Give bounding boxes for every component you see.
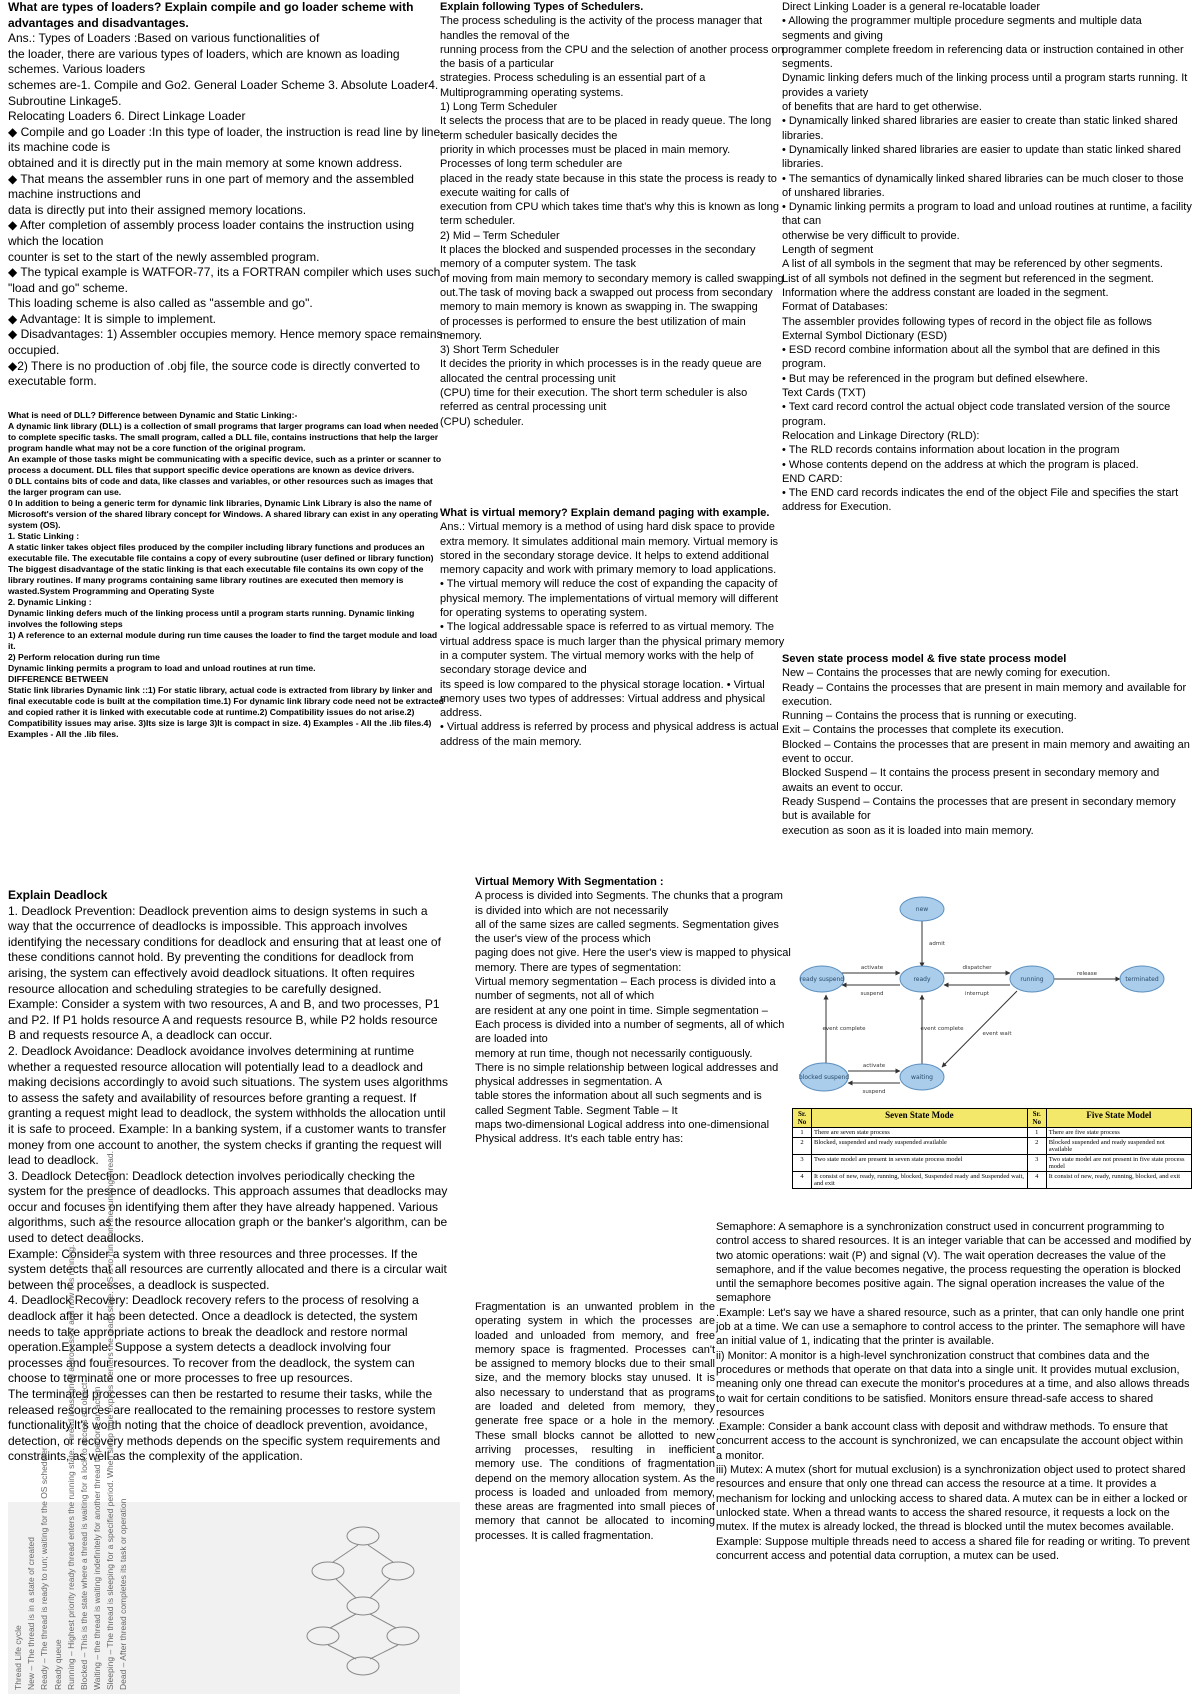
text-line: table stores the information about all such segments and is called Segment Table. Segment Table – It bbox=[475, 1090, 762, 1117]
text-line: What are types of loaders? Explain compile and go loader scheme with advantages and disadvantages. bbox=[8, 0, 414, 30]
text-line: schemes are-1. Compile and Go2. General Loader Scheme 3. Absolute Loader4. Subroutine Linkage5. bbox=[8, 77, 439, 108]
text-line: 2) Perform relocation during run time bbox=[8, 652, 160, 662]
text-line: What is virtual memory? Explain demand paging with example. bbox=[440, 507, 770, 519]
table-cell: 1 bbox=[1027, 1128, 1046, 1138]
node-label-blocked-suspend: blocked suspend bbox=[798, 1074, 850, 1081]
text-line: iii) Mutex: A mutex (short for mutual exclusion) is a synchronization object used to protect shared resources and ensure that only one thread can access the resource at a time. It provides a mechanism for locking and unlocking access to shared data. A mutex can be in either a locked or unlocked state. When a thread wants to access the shared resource, it requests a lock on the mutex. If the mutex is already locked, the thread is blocked until the mutex becomes available. bbox=[716, 1464, 1188, 1534]
text-line: Static link libraries Dynamic link ::1) For static library, actual code is extracted from library by linker and final executable code is built at the compilation time.1) For dynamic link library code need not be extracted and copied rather it is linked with executable code at runtime.2) Compatibility issues do not arise.2) Compatibility issues may arise. 3)Its size is large 3)It is compact in size. 4) Examples - All the .lib files.4) Examples - All the .lib files. bbox=[8, 685, 444, 739]
node-label-ready: ready bbox=[913, 976, 931, 983]
text-line: programmer complete freedom in referencing data or instruction contained in other segments. bbox=[782, 43, 1184, 71]
text-line: Waiting – the thread is waiting indefinitely for another thread to perform an action bbox=[92, 1386, 103, 1690]
process-state-model-section bbox=[782, 652, 1192, 882]
text-line: Dynamic linking defers much of the linking process until a program starts running. Dynamic linking involves the following steps bbox=[8, 608, 415, 629]
text-line: Explain Deadlock bbox=[8, 888, 108, 902]
text-line: 2) Mid – Term Scheduler bbox=[440, 229, 560, 242]
text-line: 1) A reference to an external module during run time causes the loader to find the target module and load it. bbox=[8, 630, 438, 651]
text-line: Format of Databases: bbox=[782, 301, 888, 314]
text-line: • Dynamic linking permits a program to load and unload routines at runtime, a facility that can bbox=[782, 201, 1192, 228]
table-cell: It consist of new, ready, running, blocked, and exit bbox=[1046, 1172, 1191, 1189]
text-line: • Whose contents depend on the address at which the program is placed. bbox=[782, 458, 1139, 471]
fragmentation-section bbox=[475, 1300, 715, 1696]
table-cell: 1 bbox=[793, 1128, 812, 1138]
virtual-memory-section bbox=[440, 506, 790, 890]
text-line: Semaphore: A semaphore is a synchronization construct used in concurrent programming to control access to shared resources. It is an integer variable that can be accessed and modified by two atomic operations: wait (P) and signal (V). The wait operation decreases the value of the semaphore, and if the value becomes negative, the process requesting the operation is blocked until the semaphore becomes positive again. The signal operation increases the value of the semaphore bbox=[716, 1221, 1192, 1305]
table-row bbox=[793, 1172, 1192, 1189]
text-line: Text Cards (TXT) bbox=[782, 387, 866, 400]
text-line: of moving from main memory to secondary memory is called swapping out.The task of moving back a swapped out process from secondary memory to main memory is known as swapping in. The swapping bbox=[440, 272, 784, 314]
table-header-row bbox=[793, 1109, 1192, 1128]
table-header: Seven State Mode bbox=[812, 1109, 1028, 1128]
text-line: Ans.: Virtual memory is a method of using hard disk space to provide extra memory. It simulates additional main memory. Virtual memory is stored in the secondary storage device. It helps to extend additional memory capacity and work with primary memory to load applications. bbox=[440, 521, 779, 577]
text-line: New – Contains the processes that are newly coming for execution. bbox=[782, 667, 1111, 680]
text-line: The process scheduling is the activity of the process manager that handles the removal of the bbox=[440, 15, 763, 42]
text-line: • Virtual address is referred by process and physical address is actual address of the main memory. bbox=[440, 721, 779, 748]
text-line: Length of segment bbox=[782, 244, 874, 257]
text-line: • The virtual memory will reduce the cost of expanding the capacity of physical memory. The implementations of virtual memory will different for operating systems to operating system. bbox=[440, 578, 779, 620]
table-row bbox=[793, 1155, 1192, 1172]
text-line: Ready queue bbox=[52, 1639, 63, 1690]
text-line: placed in the ready state because in this state the process is ready to execute waiting for calls of bbox=[440, 172, 777, 199]
text-line: Blocked Suspend – It contains the process present in secondary memory and awaits an event to occur. bbox=[782, 767, 1160, 794]
edge-label-activate-2: activate bbox=[862, 1063, 886, 1069]
table-header: Sr. No bbox=[793, 1109, 812, 1128]
text-line: Exit – Contains the processes that complete its execution. bbox=[782, 724, 1064, 737]
text-line: • The END card records indicates the end of the object File and specifies the start address for Execution. bbox=[782, 487, 1179, 514]
table-cell: 2 bbox=[793, 1138, 812, 1155]
text-line: Relocating Loaders 6. Direct Linkage Loader bbox=[8, 109, 246, 124]
text-line: ◆ That means the assembler runs in one part of memory and the assembled machine instructions and bbox=[8, 171, 414, 202]
text-line: DIFFERENCE BETWEEN bbox=[8, 674, 109, 684]
text-line: Running – Contains the process that is running or executing. bbox=[782, 710, 1077, 723]
text-line: Example: Consider a system with two resources, A and B, and two processes, P1 and P2. If P1 holds resource A and requests resource B, while P2 holds resource B and requests resource A, a deadlock can occur. bbox=[8, 997, 440, 1043]
text-line: obtained and it is directly put in the main memory at some known address. bbox=[8, 155, 403, 170]
text-line: The assembler provides following types of record in the object file as follows bbox=[782, 315, 1152, 328]
table-cell: 4 bbox=[793, 1172, 812, 1189]
thread-lifecycle-text bbox=[12, 1151, 131, 1690]
text-line: • Dynamically linked shared libraries are easier to update than static linked shared libraries. bbox=[782, 143, 1181, 171]
table-cell: 3 bbox=[1027, 1155, 1046, 1172]
text-line: • Text card record control the actual object code translated version of the source program. bbox=[782, 401, 1171, 428]
text-line: An example of those tasks might be communicating with a specific device, such as a printer or scanner to process a document. DLL files that support specific device operations are known as device drivers. bbox=[8, 454, 442, 475]
edge-label-event-complete-1: event complete bbox=[822, 1026, 866, 1032]
text-line: ◆ Compile and go Loader :In this type of loader, the instruction is read line by line, its machine code is bbox=[8, 124, 444, 155]
text-line: END CARD: bbox=[782, 472, 843, 485]
schedulers-section bbox=[440, 0, 784, 500]
table-row bbox=[793, 1138, 1192, 1155]
node-label-ready-suspend: ready suspend bbox=[799, 976, 845, 983]
text-line: ◆2) There is no production of .obj file, the source code is directly converted to executable form. bbox=[8, 358, 420, 389]
dll-section bbox=[8, 410, 446, 882]
text-line: A process is divided into Segments. The chunks that a program is divided into which are not necessarily bbox=[475, 890, 783, 917]
text-line: execution as soon as it is loaded into main memory. bbox=[782, 824, 1034, 837]
text-line: Thread Life cycle bbox=[13, 1625, 23, 1690]
text-line: .Example: Let's say we have a shared resource, such as a printer, that can only handle one print job at a time. We can use a semaphore to control access to the printer. The semaphore will have an initial value of 1, indicating that the printer is available. bbox=[716, 1306, 1186, 1348]
text-line: ◆ Advantage: It is simple to implement. bbox=[8, 311, 216, 326]
edge-label-suspend: suspend bbox=[860, 991, 884, 997]
text-line: Example: Consider a system with three resources and three processes. If the system detects that all resources are currently allocated and there is a circular wait between the processes, a deadlock is suspected. bbox=[8, 1246, 447, 1292]
text-line: 2. Deadlock Avoidance: Deadlock avoidance involves determining at runtime whether a requested resource allocation will potentially lead to a deadlock and making decisions accordingly to avoid such situations. The system uses algorithms to assess the safety and availability of resources before granting a request. If granting a request might lead to deadlock, the system withholds the allocation until it is safe to proceed. Example: In a banking system, if a customer wants to transfer money from one account to another, the system checks if granting the request will lead to deadlock. bbox=[8, 1043, 448, 1168]
table-cell: It consist of new, ready, running, blocked, Suspended ready and Suspended wait, and exit bbox=[812, 1172, 1028, 1189]
text-line: strategies. Process scheduling is an essential part of a Multiprogramming operating systems. bbox=[440, 72, 706, 99]
table-cell: There are five state process bbox=[1046, 1128, 1191, 1138]
text-line: What is need of DLL? Difference between Dynamic and Static Linking:- bbox=[8, 410, 298, 420]
synchronization-section bbox=[716, 1220, 1192, 1696]
text-line: Ready Suspend – Contains the processes that are present in secondary memory but is available for bbox=[782, 795, 1176, 823]
text-line: • But may be referenced in the program but defined elsewhere. bbox=[782, 372, 1088, 385]
text-line: 1. Static Linking : bbox=[8, 531, 80, 541]
text-line: Running – Highest priority ready thread enters the running state. Thread is assigned a processor and now it is running. bbox=[65, 1244, 76, 1690]
text-line: 1) Long Term Scheduler bbox=[440, 101, 558, 114]
text-line: Blocked – Contains the processes that are present in main memory and awaiting an event to occur. bbox=[782, 738, 1190, 766]
table-cell: Blocked, suspended and ready suspended available bbox=[812, 1138, 1028, 1155]
table-cell: 3 bbox=[793, 1155, 812, 1172]
text-line: of processes is performed to ensure the best utilization of main memory. bbox=[440, 315, 746, 342]
node-label-terminated: terminated bbox=[1125, 976, 1159, 983]
text-line: • The semantics of dynamically linked shared libraries can be much closer to those of unshared libraries. bbox=[782, 172, 1184, 199]
node-label-new: new bbox=[915, 906, 929, 913]
text-line: Example: Suppose multiple threads need to access a shared file for reading or writing. To prevent concurrent access and potential data corruption, a mutex can be used. bbox=[716, 1535, 1190, 1562]
text-line: .Example: Consider a bank account class with deposit and withdraw methods. To ensure that concurrent access to the account is synchronized, we can encapsulate the account object within a monitor. bbox=[716, 1421, 1184, 1462]
edge-label-dispatcher: dispatcher bbox=[962, 965, 992, 971]
text-line: Relocation and Linkage Directory (RLD): bbox=[782, 429, 980, 442]
table-cell: 2 bbox=[1027, 1138, 1046, 1155]
text-line: 3) Short Term Scheduler bbox=[440, 344, 560, 357]
text-line: maps two-dimensional Logical address into one-dimensional Physical address. It's each table entry has: bbox=[475, 1119, 770, 1146]
text-line: Blocked – This is the state where a thread is waiting for a lock to access an object. bbox=[78, 1380, 89, 1690]
text-line: memory at run time, though not necessarily contiguously. bbox=[475, 1047, 753, 1060]
text-line: A list of all symbols in the segment that may be referenced by other segments. bbox=[782, 258, 1163, 271]
text-line: are resident at any one point in time. Simple segmentation – Each process is divided into a number of segments, all of which are loaded into bbox=[475, 1004, 785, 1046]
text-line: Dynamic linking defers much of the linking process until a program starts running. It provides a variety bbox=[782, 72, 1188, 99]
text-line: There is no simple relationship between logical addresses and physical addresses in segmentation. A bbox=[475, 1061, 779, 1089]
edge-label-admit: admit bbox=[929, 941, 945, 947]
edge-label-suspend-2: suspend bbox=[862, 1089, 886, 1095]
text-line: • Dynamically linked shared libraries are easier to create than static linked shared libraries. bbox=[782, 115, 1178, 142]
text-line: List of all symbols not defined in the segment but referenced in the segment. bbox=[782, 272, 1154, 285]
text-line: 0 In addition to being a generic term for dynamic link libraries, Dynamic Link Library is also the name of Microsoft's version of the shared library concept for Windows. A shared library can exist in any operating system (OS). bbox=[8, 498, 439, 530]
text-line: This loading scheme is also called as "assemble and go". bbox=[8, 296, 313, 311]
text-line: paging does not give. Here the user's view is mapped to physical memory. There are types of segmentation: bbox=[475, 947, 791, 974]
text-line: running process from the CPU and the selection of another process on the basis of a particular bbox=[440, 43, 784, 71]
text-line: 2. Dynamic Linking : bbox=[8, 597, 92, 607]
edge-label-event-wait: event wait bbox=[982, 1031, 1012, 1037]
text-line: priority in which processes must be placed in main memory. Processes of long term scheduler are bbox=[440, 143, 731, 171]
text-line: • Allowing the programmer multiple procedure segments and multiple data segments and giving bbox=[782, 15, 1142, 42]
text-line: 1. Deadlock Prevention: Deadlock prevention aims to design systems in such a way that the occurrence of deadlocks is impossible. This approach involves identifying the necessary conditions for deadlock and ensuring that at least one of these conditions cannot hold. By preventing the conditions for deadlock from arising, the system can effectively avoid deadlock situations. It often requires resource allocation and scheduling strategies to be carefully designed. bbox=[8, 903, 441, 996]
text-line: ◆ Disadvantages: 1) Assembler occupies memory. Hence memory space remains occupied. bbox=[8, 327, 443, 358]
text-line: 4. Deadlock Recovery: Deadlock recovery refers to the process of resolving a deadlock after it has been detected. Once a deadlock is detected, the system needs to take appropriate actions to break the deadlock and restore normal operation.Example: Suppose a system detects a deadlock involving four processes and four resources. To recover from the deadlock, the system can choose to terminate one or more processes to free up resources. bbox=[8, 1293, 419, 1386]
text-line: Direct Linking Loader is a general re-locatable loader bbox=[782, 1, 1041, 13]
thread-lifecycle-diagram bbox=[288, 1516, 438, 1686]
edge-label-interrupt: interrupt bbox=[964, 991, 990, 997]
edge-label-activate: activate bbox=[860, 965, 884, 971]
text-line: Ans.: Types of Loaders :Based on various functionalities of bbox=[8, 31, 320, 46]
table-header: Five State Model bbox=[1046, 1109, 1191, 1128]
text-line: otherwise be very difficult to provide. bbox=[782, 229, 960, 242]
text-line: • The RLD records contains information about location in the program bbox=[782, 444, 1120, 457]
table-cell: Blocked suspended and ready suspended not available bbox=[1046, 1138, 1191, 1155]
table-cell: 4 bbox=[1027, 1172, 1046, 1189]
text-line: The terminated processes can then be restarted to resume their tasks, while the released resources are reallocated to the remaining processes to restore system functionality.It's worth noting that the choice of deadlock prevention, avoidance, detection, or recovery methods depends on the specific system requirements and constraints, as well as the complexity of the application. bbox=[8, 1387, 441, 1464]
text-line: 0 DLL contains bits of code and data, like classes and variables, or other resources such as images that the larger program can use. bbox=[8, 476, 433, 497]
text-line: A dynamic link library (DLL) is a collection of small programs that larger programs can load when needed to complete specific tasks. The small program, called a DLL file, contains instructions that help the larger program handle what may not be a core function of the original program. bbox=[8, 421, 439, 453]
text-line: Virtual Memory With Segmentation : bbox=[475, 876, 664, 888]
text-line: It selects the process that are to be placed in ready queue. The long term scheduler basically decides the bbox=[440, 115, 772, 142]
text-line: It places the blocked and suspended processes in the secondary memory of a computer system. The task bbox=[440, 244, 756, 271]
text-line: • ESD record combine information about all the symbol that are defined in this program. bbox=[782, 344, 1161, 371]
text-line: all of the same sizes are called segments. Segmentation gives the user's view of the process which bbox=[475, 918, 779, 946]
text-line: New – The thread is in a state of created bbox=[26, 1537, 37, 1690]
text-line: executable file. The executable file contains a copy of every subroutine (user defined or library function) The biggest disadvantage of the static linking is that each executable file contains its own copy of the library routines. If many programs containing same library routines are executed then memory is wasted.System Programming and Operating Syste bbox=[8, 553, 434, 596]
table-cell: Two state model are not present in five state process model bbox=[1046, 1155, 1191, 1172]
direct-linking-loader-section bbox=[782, 0, 1192, 648]
seven-state-diagram bbox=[792, 885, 1192, 1105]
text-line: It decides the priority in which processes is in the ready queue are allocated the central processing unit bbox=[440, 358, 762, 385]
table-cell: There are seven state process bbox=[812, 1128, 1028, 1138]
text-line: ◆ The typical example is WATFOR-77, its a FORTRAN compiler which uses such "load and go" scheme. bbox=[8, 265, 441, 295]
text-line: ii) Monitor: A monitor is a high-level synchronization construct that combines data and the procedures or methods that operate on that data into a single unit. It provides mutual exclusion, meaning only one thread can execute the monitor's procedures at a time, and also allows threads to wait for certain conditions to be satisfied. Monitors ensure thread-safe access to shared resources bbox=[716, 1349, 1190, 1419]
text-line: Dynamic linking permits a program to load and unload routines at run time. bbox=[8, 663, 316, 673]
edge-label-event-complete-2: event complete bbox=[920, 1026, 964, 1032]
text-line: data is directly put into their assigned memory locations. bbox=[8, 202, 307, 217]
edge-label-release: release bbox=[1076, 971, 1098, 977]
loaders-section bbox=[8, 0, 444, 402]
text-line: its speed is low compared to the physical storage location. • Virtual memory uses two types of addresses: Virtual address and physical address. bbox=[440, 678, 766, 720]
text-line: • The logical addressable space is referred to as virtual memory. The virtual address space is much larger than the physical primary memory in a computer system. The virtual memory works with the help of secondary storage device and bbox=[440, 621, 785, 677]
state-model-comparison-table bbox=[792, 1108, 1192, 1189]
text-line: ◆ After completion of assembly process loader contains the instruction using which the location bbox=[8, 218, 415, 248]
text-line: Dead – After thread completes its task or operation bbox=[118, 1498, 129, 1690]
node-label-running: running bbox=[1020, 976, 1044, 983]
text-line: A static linker takes object files produced by the compiler including library functions and produces an bbox=[8, 542, 425, 552]
text-line: the loader, there are various types of loaders, which are known as loading schemes. Various loaders bbox=[8, 46, 400, 77]
text-line: 3. Deadlock Detection: Deadlock detection involves periodically checking the system for the presence of deadlocks. This approach assumes that deadlocks may occur and focuses on identifying them after they have already happened. Various algorithms, such as the resource allocation graph or the banker's algorithm, can be used to detect deadlocks. bbox=[8, 1168, 448, 1246]
node-label-waiting: waiting bbox=[911, 1074, 933, 1081]
text-line: of benefits that are hard to get otherwise. bbox=[782, 101, 982, 114]
table-header: Sr. No bbox=[1027, 1109, 1046, 1128]
text-line: Ready – The thread is ready to run; waiting for the OS scheduler bbox=[39, 1447, 50, 1690]
fragmentation-paragraph: Fragmentation is an unwanted problem in the operating system in which the processes are loaded and unloaded from memory, and free memory space is fragmented. Processes can't be assigned to memory blocks due to their small size, and the memory blocks stay unused. It is also necessary to understand that as programs are loaded and deleted from memory, they generate free space or a hole in the memory. These small blocks cannot be allotted to new arriving processes, resulting in inefficient memory use. The conditions of fragmentation depend on the memory allocation system. As the process is loaded and unloaded from memory, these areas are fragmented into small pieces of memory that cannot be allocated to incoming processes. It is called fragmentation. bbox=[475, 1301, 715, 1542]
text-line: execution from CPU which takes time that's why this is known as long term scheduler. bbox=[440, 201, 779, 228]
text-line: (CPU) time for their execution. The short term scheduler is also referred as central processing unit bbox=[440, 387, 748, 414]
text-line: Virtual memory segmentation – Each process is divided into a number of segments, not all of which bbox=[475, 976, 776, 1003]
table-cell: Two state model are present in seven state process model bbox=[812, 1155, 1028, 1172]
table-row bbox=[793, 1128, 1192, 1138]
text-line: Ready – Contains the processes that are present in main memory and available for execution. bbox=[782, 681, 1187, 708]
text-line: External Symbol Dictionary (ESD) bbox=[782, 329, 948, 342]
text-line: Seven state process model & five state process model bbox=[782, 653, 1067, 665]
text-line: (CPU) scheduler. bbox=[440, 415, 524, 428]
text-line: counter is set to the start of the newly assembled program. bbox=[8, 249, 320, 264]
text-line: Explain following Types of Schedulers. bbox=[440, 1, 644, 13]
text-line: Sleeping – The thread is sleeping for a specified period. When sleep time expires it enters the ready state. OS is to run from the running thread. bbox=[105, 1151, 116, 1690]
text-line: Information where the address constant are loaded in the segment. bbox=[782, 286, 1109, 299]
